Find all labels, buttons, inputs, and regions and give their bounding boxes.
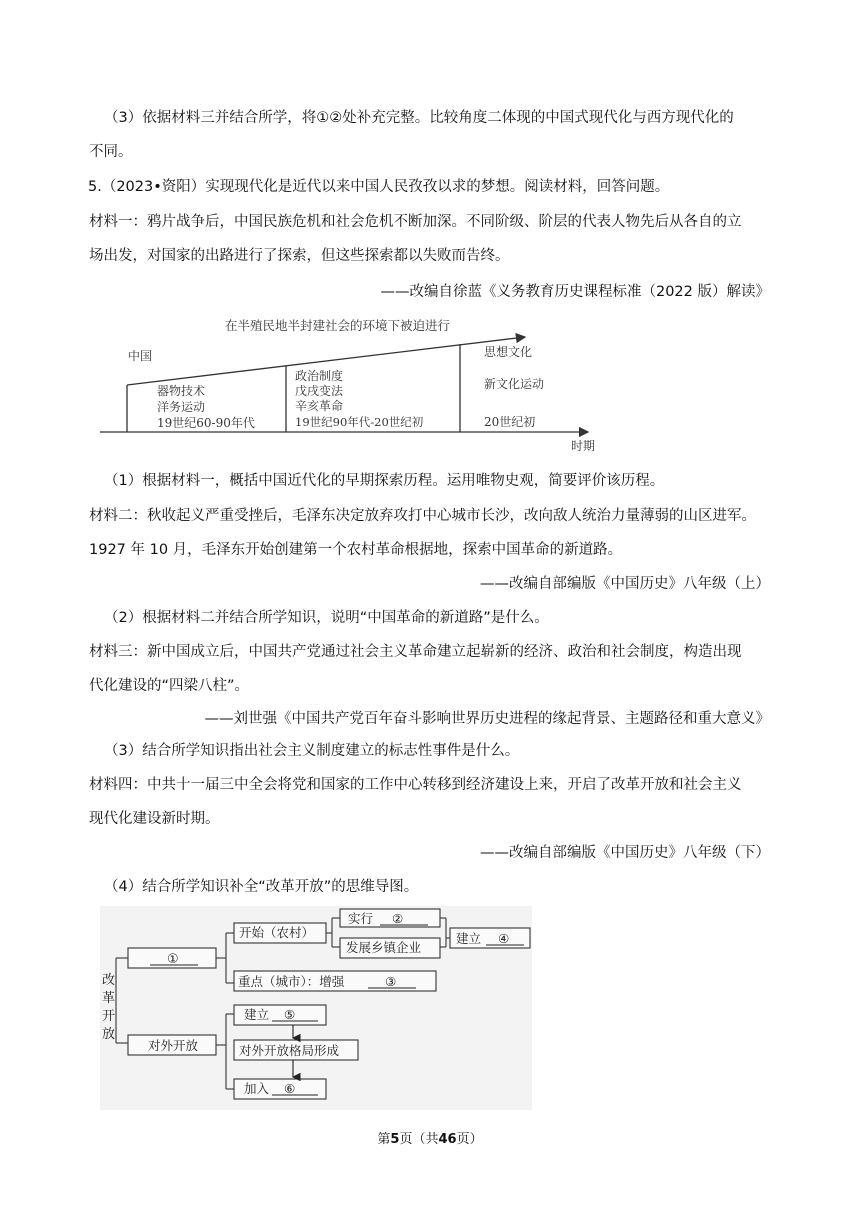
material-2-line-1: 材料二：秋收起义严重受挫后，毛泽东决定放弃攻打中心城市长沙，改向敌人统治力量薄弱的山区进军。 bbox=[89, 508, 756, 524]
material-1-line-1: 材料一：鸦片战争后，中国民族危机和社会危机不断加深。不同阶级、阶层的代表人物先后从各自的立 bbox=[89, 214, 742, 230]
material-4-line-1: 材料四：中共十一届三中全会将党和国家的工作中心转移到经济建设上来，开启了改革开放和社会主义 bbox=[89, 777, 742, 793]
timeline-banner: 在半殖民地半封建社会的环境下被迫进行 bbox=[225, 318, 451, 333]
material-3-line-1: 材料三：新中国成立后，中国共产党通过社会主义革命建立起崭新的经济、政治和社会制度，构造出现 bbox=[89, 644, 742, 660]
stage3-period: 20世纪初 bbox=[484, 415, 536, 429]
total-page-number: 46 bbox=[438, 1132, 457, 1147]
join-label: 加入 bbox=[244, 1081, 270, 1096]
blank-4: ④ bbox=[498, 931, 510, 946]
stage2-event-1: 戊戌变法 bbox=[295, 384, 344, 398]
material-2-line-2: 1927 年 10 月，毛泽东开始创建第一个农村革命根据地，探索中国革命的新道路。 bbox=[89, 542, 623, 558]
material-4-source: ——改编自部编版《中国历史》八年级（下） bbox=[480, 845, 770, 861]
stage1-theme: 器物技术 bbox=[157, 384, 206, 398]
focus-urban-label: 重点（城市）：增强 bbox=[238, 974, 345, 989]
blank-2: ② bbox=[392, 911, 404, 926]
stage2-theme: 政治制度 bbox=[295, 369, 344, 383]
stage2-event-2: 辛亥革命 bbox=[295, 399, 344, 413]
material-2-source: ——改编自部编版《中国历史》八年级（上） bbox=[480, 576, 770, 592]
stage3-event: 新文化运动 bbox=[484, 377, 545, 391]
root-char-3: 开 bbox=[102, 1009, 116, 1024]
blank-5: ⑤ bbox=[284, 1007, 296, 1022]
material-3-line-2: 代化建设的“四梁八柱”。 bbox=[89, 678, 250, 694]
footer-middle: 页（共 bbox=[399, 1132, 439, 1147]
time-axis-label: 时期 bbox=[571, 439, 596, 452]
blank-3: ③ bbox=[385, 974, 397, 989]
timeline-china-label: 中国 bbox=[128, 349, 153, 363]
prompt-3: （3）结合所学知识指出社会主义制度建立的标志性事件是什么。 bbox=[104, 743, 520, 759]
prompt-4: （4）结合所学知识补全“改革开放”的思维导图。 bbox=[104, 879, 419, 895]
township-enterprise-label: 发展乡镇企业 bbox=[346, 940, 422, 955]
root-char-2: 革 bbox=[102, 991, 116, 1006]
prompt-1: （1）根据材料一，概括中国近代化的早期探索历程。运用唯物史观，简要评价该历程。 bbox=[104, 473, 665, 489]
implement-label: 实行 bbox=[348, 911, 374, 926]
prompt-2: （2）根据材料二并结合所学知识，说明“中国革命的新道路”是什么。 bbox=[104, 610, 549, 626]
footer-prefix: 第 bbox=[377, 1132, 391, 1147]
material-3-source: ——刘世强《中国共产党百年奋斗影响世界历史进程的缘起背景、主题路径和重大意义》 bbox=[204, 711, 770, 727]
stage3-theme: 思想文化 bbox=[484, 345, 533, 359]
question-3-line-2: 不同。 bbox=[89, 144, 133, 160]
stage2-period: 19世纪90年代-20世纪初 bbox=[295, 415, 424, 429]
material-1-line-2: 场出发，对国家的出路进行了探索，但这些探索都以失败而告终。 bbox=[89, 248, 510, 264]
start-rural-label: 开始（农村） bbox=[239, 925, 315, 940]
material-1-source: ——改编自徐蓝《义务教育历史课程标准（2022 版）解读》 bbox=[380, 284, 770, 300]
establish-5-label: 建立 bbox=[244, 1007, 270, 1022]
material-4-line-2: 现代化建设新时期。 bbox=[89, 811, 220, 827]
modernization-timeline-figure bbox=[100, 314, 612, 452]
current-page-number: 5 bbox=[390, 1132, 400, 1147]
blank-1: ① bbox=[167, 952, 179, 967]
stage1-event: 洋务运动 bbox=[157, 400, 206, 414]
root-char-4: 放 bbox=[102, 1027, 116, 1042]
question-3-line-1: （3）依据材料三并结合所学，将①②处补充完整。比较角度二体现的中国式现代化与西方现代化的 bbox=[104, 110, 734, 126]
opening-pattern-label: 对外开放格局形成 bbox=[239, 1043, 340, 1058]
root-char-1: 改 bbox=[102, 973, 116, 988]
footer-suffix: 页） bbox=[456, 1132, 483, 1147]
establish-label: 建立 bbox=[456, 931, 482, 946]
page-footer bbox=[0, 1128, 860, 1147]
stage1-period: 19世纪60-90年代 bbox=[157, 416, 255, 430]
opening-label: 对外开放 bbox=[148, 1038, 199, 1053]
reform-opening-mind-map bbox=[100, 906, 532, 1110]
question-5-heading: 5.（2023•资阳）实现现代化是近代以来中国人民孜孜以求的梦想。阅读材料，回答问题。 bbox=[88, 179, 670, 195]
blank-6: ⑥ bbox=[284, 1081, 296, 1096]
